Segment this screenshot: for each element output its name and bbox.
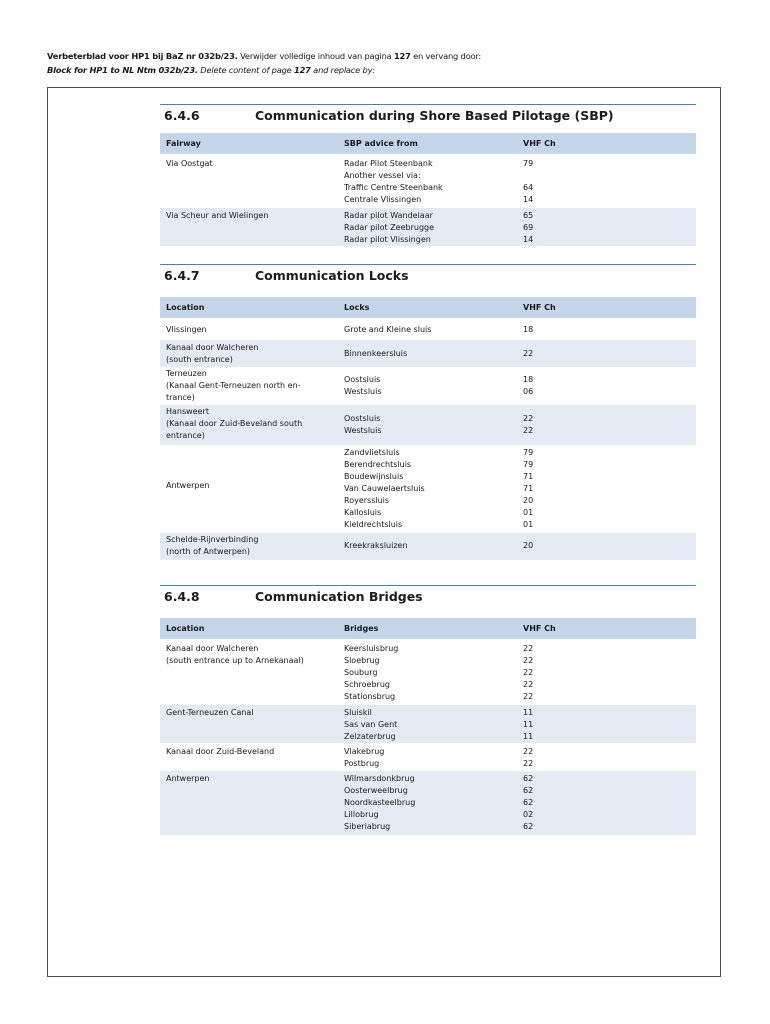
cell-line: 71 [523,472,534,481]
cell-line: 22 [523,656,534,665]
cell-line: 64 [523,183,534,192]
header-fairway: Fairway [166,139,201,148]
cell-line: Sas van Gent [344,720,398,729]
section-title [160,104,696,126]
table-cell-advice [344,158,514,206]
table-cell-vhf [523,773,583,833]
header-location: Location [166,303,205,312]
header-en-page: 127 [294,65,311,75]
cell-line: 18 [523,375,534,384]
cell-line: entrance) [166,431,205,440]
table-cell-location [166,368,336,404]
header-english-line [47,63,481,77]
cell-line: Via Oostgat [166,159,213,168]
cell-line: 18 [523,325,534,334]
table-cell-vhf [523,746,583,770]
cell-line: Kieldrechtsluis [344,520,403,529]
cell-line: 22 [523,759,534,768]
locks-table-body [160,320,696,560]
table-cell-location [166,534,336,558]
section-bridges [160,585,696,835]
cell-line: Sluiskil [344,708,372,717]
cell-line: 01 [523,508,534,517]
table-cell-location [166,746,336,758]
cell-line: Zandvlietsluis [344,448,400,457]
cell-line: Antwerpen [166,774,210,783]
cell-line: Radar pilot Wandelaar [344,211,433,220]
cell-line: Kreekraksluizen [344,541,408,550]
cell-line: Keersluisbrug [344,644,399,653]
cell-line: 11 [523,708,534,717]
table-cell-location [166,342,336,366]
cell-line: Vlissingen [166,325,207,334]
cell-line: Traffic Centre Steenbank [344,183,443,192]
cell-line: 62 [523,774,534,783]
table-cell-locks [344,348,514,360]
cell-line: Oostsluis [344,375,381,384]
table-cell-vhf [523,374,583,398]
header-bridges: Bridges [344,624,379,633]
cell-line: (south entrance) [166,355,233,364]
cell-line: Binnenkeersluis [344,349,408,358]
table-row [160,743,696,771]
cell-line: Another vessel via: [344,171,421,180]
cell-line [523,170,583,182]
header-vhf: VHF Ch [523,624,556,633]
header-dutch-line [47,49,481,63]
cell-line: 11 [523,720,534,729]
header-nl-bold: Verbeterblad voor HP1 bij BaZ nr 032b/23. [47,51,238,61]
header-nl-page: 127 [393,51,411,61]
table-cell-vhf [523,540,583,552]
cell-line: (south entrance up to Arnekanaal) [166,656,304,665]
table-cell-locks [344,413,514,437]
cell-line: Radar Pilot Steenbank [344,159,433,168]
cell-line: 06 [523,387,534,396]
table-row [160,641,696,705]
cell-line: trance) [166,393,195,402]
table-cell-vhf [523,324,583,336]
header-en-text: Delete content of page [197,65,295,75]
table-header [160,133,696,154]
cell-line: Centrale Vlissingen [344,195,422,204]
section-heading: Communication during Shore Based Pilotage (SBP) [255,108,614,123]
table-row [160,156,696,208]
table-row [160,340,696,367]
table-cell-advice [344,210,514,246]
table-cell-vhf [523,158,583,206]
section-title [160,264,696,286]
table-cell-vhf [523,643,583,703]
cell-line: Souburg [344,668,378,677]
section-sbp [160,104,696,246]
section-heading: Communication Bridges [255,589,423,604]
header-en-bold: Block for HP1 to NL Ntm 032b/23. [47,65,198,75]
table-row [160,445,696,533]
cell-line: Oosterweelbrug [344,786,408,795]
cell-line: 62 [523,798,534,807]
cell-line: 22 [523,426,534,435]
cell-line: Gent-Terneuzen Canal [166,708,254,717]
cell-line: 20 [523,496,534,505]
section-number: 6.4.6 [164,108,200,123]
cell-line: Zelzaterbrug [344,732,396,741]
table-cell-locks [344,447,514,531]
cell-line: Radar pilot Zeebrugge [344,223,435,232]
cell-line: (Kanaal door Zuid-Beveland south [166,419,303,428]
cell-line: 79 [523,460,534,469]
cell-line: 01 [523,520,534,529]
table-cell-location [166,707,336,719]
cell-line: 71 [523,484,534,493]
cell-line: Wilmarsdonkbrug [344,774,415,783]
table-cell-bridges [344,643,514,703]
cell-line: Westsluis [344,387,382,396]
header-sbp-advice: SBP advice from [344,139,418,148]
cell-line: Grote and Kleine sluis [344,325,432,334]
cell-line: Kanaal door Walcheren [166,343,259,352]
cell-line: Vlakebrug [344,747,385,756]
table-row [160,405,696,445]
table-cell-fairway [166,210,336,222]
cell-line: 22 [523,692,534,701]
cell-line: Radar pilot Vlissingen [344,235,431,244]
table-row [160,320,696,340]
header-nl-tail: en vervang door: [410,51,482,61]
table-cell-locks [344,540,514,552]
table-row [160,208,696,246]
cell-line: Boudewijnsluis [344,472,404,481]
cell-line: Antwerpen [166,481,210,490]
header-nl-text: Verwijder volledige inhoud van pagina [237,51,394,61]
header-vhf: VHF Ch [523,303,556,312]
cell-line: Sloebrug [344,656,380,665]
table-cell-location [166,480,336,492]
cell-line: Schroebrug [344,680,390,689]
section-title [160,585,696,607]
cell-line: 62 [523,786,534,795]
cell-line: 20 [523,541,534,550]
table-cell-location [166,773,336,785]
cell-line: 11 [523,732,534,741]
cell-line: Kanaal door Zuid-Beveland [166,747,275,756]
bridges-table-body [160,641,696,835]
cell-line: Berendrechtsluis [344,460,412,469]
cell-line: Terneuzen [166,369,207,378]
table-cell-locks [344,324,514,336]
header-locks: Locks [344,303,370,312]
cell-line: Hansweert [166,407,209,416]
page-header [47,49,481,77]
cell-line: Stationsbrug [344,692,396,701]
cell-line: Via Scheur and Wielingen [166,211,269,220]
cell-line: 22 [523,680,534,689]
table-cell-locks [344,374,514,398]
cell-line: Van Cauwelaertsluis [344,484,425,493]
table-row [160,771,696,835]
table-cell-fairway [166,158,336,170]
cell-line: 22 [523,644,534,653]
table-cell-vhf [523,348,583,360]
sbp-table-body [160,156,696,246]
cell-line: Postbrug [344,759,380,768]
cell-line: Kallosluis [344,508,382,517]
cell-line: Royerssluis [344,496,390,505]
cell-line: 14 [523,235,534,244]
section-number: 6.4.7 [164,268,200,283]
table-row [160,705,696,743]
table-cell-bridges [344,746,514,770]
cell-line: Oostsluis [344,414,381,423]
cell-line: 62 [523,822,534,831]
cell-line: Lillobrug [344,810,379,819]
section-heading: Communication Locks [255,268,409,283]
cell-line: 02 [523,810,534,819]
cell-line: Schelde-Rijnverbinding [166,535,259,544]
table-cell-vhf [523,707,583,743]
cell-line: (north of Antwerpen) [166,547,251,556]
cell-line: Westsluis [344,426,382,435]
header-en-tail: and replace by: [310,65,375,75]
cell-line: (Kanaal Gent-Terneuzen north en- [166,381,301,390]
table-cell-vhf [523,210,583,246]
cell-line: 22 [523,747,534,756]
table-cell-location [166,643,336,667]
table-cell-location [166,324,336,336]
cell-line: 65 [523,211,534,220]
table-cell-bridges [344,773,514,833]
cell-line: Noordkasteelbrug [344,798,416,807]
table-cell-location [166,406,336,442]
cell-line: 22 [523,349,534,358]
cell-line: Siberiabrug [344,822,391,831]
table-header [160,297,696,318]
cell-line: 14 [523,195,534,204]
table-cell-vhf [523,413,583,437]
cell-line: Kanaal door Walcheren [166,644,259,653]
header-location: Location [166,624,205,633]
cell-line: 22 [523,414,534,423]
header-vhf: VHF Ch [523,139,556,148]
table-cell-vhf [523,447,583,531]
table-row [160,533,696,560]
section-number: 6.4.8 [164,589,200,604]
table-header [160,618,696,639]
cell-line: 79 [523,448,534,457]
section-locks [160,264,696,560]
cell-line: 22 [523,668,534,677]
table-row [160,367,696,405]
cell-line: 69 [523,223,534,232]
table-cell-bridges [344,707,514,743]
cell-line: 79 [523,159,534,168]
